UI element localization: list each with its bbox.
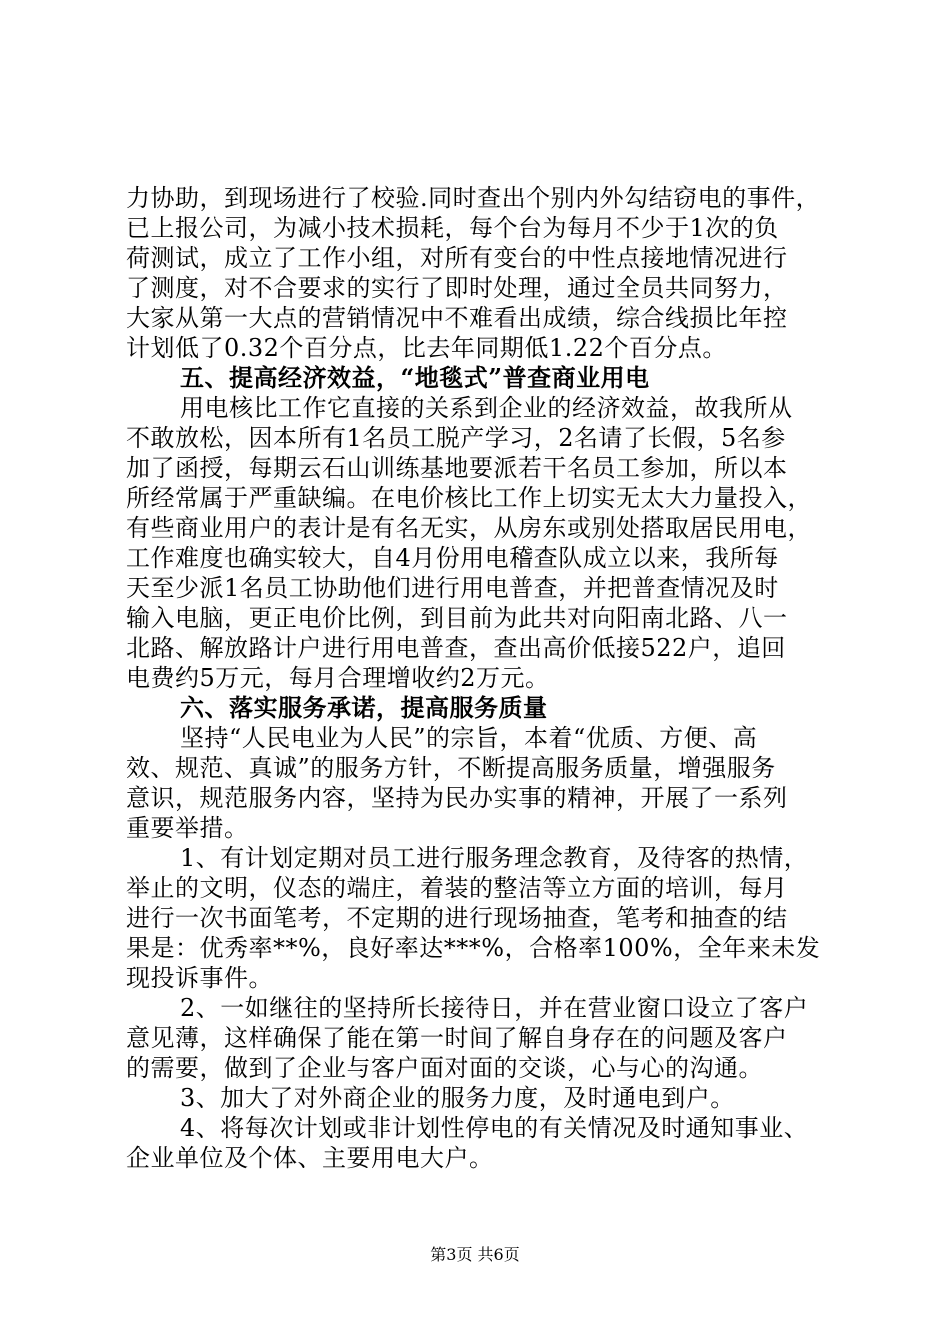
body-line: 意识，规范服务内容，坚持为民办实事的精神，开展了一系列 xyxy=(126,784,788,812)
body-line: 坚持“人民电业为人民”的宗旨，本着“优质、方便、高 xyxy=(180,724,758,752)
body-line: 电费约5万元，每月合理增收约2万元。 xyxy=(126,664,550,692)
body-line: 举止的文明，仪态的端庄，着装的整洁等立方面的培训，每月 xyxy=(126,874,788,902)
list-item-3: 3、加大了对外商企业的服务力度，及时通电到户。 xyxy=(180,1084,735,1112)
body-line: 计划低了0.32个百分点，比去年同期低1.22个百分点。 xyxy=(126,334,727,362)
body-line: 现投诉事件。 xyxy=(126,964,273,992)
list-item-4: 4、将每次计划或非计划性停电的有关情况及时通知事业、 xyxy=(180,1114,809,1142)
body-line: 工作难度也确实较大，自4月份用电稽查队成立以来，我所每 xyxy=(126,544,779,572)
body-line: 意见薄，这样确保了能在第一时间了解自身存在的问题及客户 xyxy=(126,1024,788,1052)
body-line: 不敢放松，因本所有1名员工脱产学习，2名请了长假，5名参 xyxy=(126,424,786,452)
section-heading-5: 五、提高经济效益，“地毯式”普查商业用电 xyxy=(180,363,650,392)
section-heading-6: 六、落实服务承诺，提高服务质量 xyxy=(180,693,548,722)
list-item-1: 1、有计划定期对员工进行服务理念教育，及待客的热情， xyxy=(180,844,809,872)
list-item-2: 2、一如继往的坚持所长接待日，并在营业窗口设立了客户 xyxy=(180,994,809,1022)
body-line: 果是：优秀率**%，良好率达***%，合格率100%，全年来未发 xyxy=(126,934,821,962)
body-line: 有些商业用户的表计是有名无实，从房东或别处搭取居民用电， xyxy=(126,514,812,542)
body-line: 加了函授，每期云石山训练基地要派若干名员工参加，所以本 xyxy=(126,454,788,482)
body-line: 力协助，到现场进行了校验.同时查出个别内外勾结窃电的事件， xyxy=(126,184,821,212)
page-footer: 第3页 共6页 xyxy=(430,1245,520,1264)
body-line: 效、规范、真诚”的服务方针，不断提高服务质量，增强服务 xyxy=(126,754,776,782)
body-line: 所经常属于严重缺编。在电价核比工作上切实无太大力量投入， xyxy=(126,484,812,512)
body-line: 已上报公司，为减小技术损耗，每个台为每月不少于1次的负 xyxy=(126,214,779,242)
body-line: 了测度，对不合要求的实行了即时处理，通过全员共同努力， xyxy=(126,274,788,302)
body-line: 北路、解放路计户进行用电普查，查出高价低接522户，追回 xyxy=(126,634,786,662)
body-line: 重要举措。 xyxy=(126,814,249,842)
body-line: 用电核比工作它直接的关系到企业的经济效益，故我所从 xyxy=(180,394,793,422)
body-line: 的需要，做到了企业与客户面对面的交谈，心与心的沟通。 xyxy=(126,1054,763,1082)
body-line: 输入电脑，更正电价比例，到目前为此共对向阳南北路、八一 xyxy=(126,604,788,632)
body-line: 荷测试，成立了工作小组，对所有变台的中性点接地情况进行 xyxy=(126,244,788,272)
body-line: 天至少派1名员工协助他们进行用电普查，并把普查情况及时 xyxy=(126,574,779,602)
body-line: 企业单位及个体、主要用电大户。 xyxy=(126,1144,494,1172)
body-line: 进行一次书面笔考，不定期的进行现场抽查，笔考和抽查的结 xyxy=(126,904,788,932)
body-line: 大家从第一大点的营销情况中不难看出成绩，综合线损比年控 xyxy=(126,304,788,332)
